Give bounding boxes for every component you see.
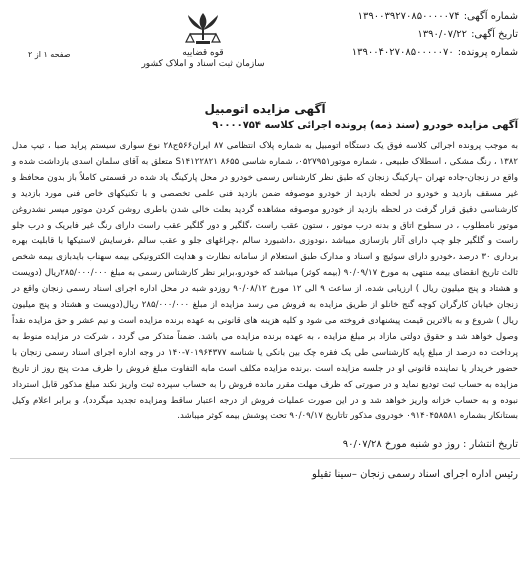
logo-top-text: قوه قضاییه <box>182 48 224 58</box>
logo-organization-text: سازمان ثبت اسناد و املاک کشور <box>141 59 265 69</box>
ad-date-label: تاریخ آگهی: <box>471 29 518 40</box>
notice-metadata <box>352 8 518 62</box>
organization-logo <box>128 10 278 69</box>
notice-title: آگهی مزایده اتومبیل <box>204 102 326 116</box>
ad-date-row <box>352 26 518 44</box>
notice-subtitle: آگهی مزایده خودرو (سند ذمه) پرونده اجرائی کلاسه ۹۰۰۰۰۷۵۴ <box>212 120 518 131</box>
emblem-icon <box>181 10 225 50</box>
ad-number-row <box>352 8 518 26</box>
publication-date-value: ۹۰/۰۷/۲۸ <box>342 439 382 451</box>
publication-date-label: تاریخ انتشار : روز دو شنبه مورخ <box>384 439 518 451</box>
divider <box>10 458 520 459</box>
file-number-label: شماره پرونده: <box>457 47 518 58</box>
ad-date-value: ۱۳۹۰/۰۷/۲۲ <box>417 29 468 40</box>
signature: رئیس اداره اجرای اسناد رسمی زنجان –سینا تقیلو <box>311 469 518 481</box>
ad-number-label: شماره آگهی: <box>463 11 518 22</box>
notice-header <box>10 6 520 98</box>
page-number: صفحه ۱ از ۲ <box>28 50 71 59</box>
file-number-value: ۱۳۹۰۰۴۰۲۷۰۸۵۰۰۰۰۰۷۰ <box>351 47 454 58</box>
ad-number-value: ۱۳۹۰۰۳۹۲۷۰۸۵۰۰۰۰۰۷۴ <box>357 11 460 22</box>
notice-body: به موجب پرونده اجرائی کلاسه فوق یک دستگاه اتومبیل به شماره پلاک انتظامی ۸۷ ایران۵۶۶ج۲۸ نوع سواری سیستم پراید صبا ، تیپ مدل ۱۳۸۲ ، رنگ مشکی ، اسطلاک طبیعی ، شماره موتور۰۵۲۷۹۵۱، شماره شاسی ۸۶۵۵ S۱۴۱۲۲۸۲۱ متعلق به آقای سلمان اسدی بازداشت شده و واقع در زنجان-جاده تهران –پارکینگ زنجان که طبق نظر کارشناس رسمی خودرو در محل پارکینگ یاد شده در قسمتی کاملاً باز بدون محافظ و غیر مسقف بازدید و خودرو در لحظه بازدید از خودرو موصوفه ضمن بازدید فنی علمی تخصصی و با تکنیکهای خاص فنی مورد بازدید و کارشناسی دقیق قرار گرفت در لحظه بازدید از خودرو موصوفه مشاهده گردید بعلت خالی شدن باطری روشن کردن موتور میسر نشدروغن موتور نامطلوب ، در سطوح اتاق و بدنه درب موتور ، ستون عقب راست ،گلگیر و دور گلگیر عقب راست دارای رنگ غیر فابریک و درب جلو راست و گلگیر جلو چپ دارای آثار بازسازی میباشد ،نودوزی ،داشبورد سالم ،چراغهای جلو و عقب سالم ،فرسایش لاستیکها با قابلیت بهره برداری ۳۰ درصد ،خودرو دارای سوئیچ و اسناد و مدارک طبق استعلام از سامانه نظارت و هدایت الکترونیکی بیمه سهناب بایدبازی بیمه شخص ثالث تاریخ انقضای بیمه منتهی به مورخ ۹۰/۰۹/۱۷ (بیمه کوثر) میباشد که خودرو،برابر نظر کارشناس رسمی به مبلغ ۲۸۵/۰۰۰/۰۰۰ریال (دویست و هشتاد و پنج میلیون ریال ) ارزیابی شده، از ساعت ۹ الی ۱۲ مورخ ۹۰/۰۸/۱۲ روزدو شبه در محل اداره اجرای اسناد رسمی زنجان واقع در زنجان خیابان کارگران کوچه گنج خانلو از طریق مزایده به فروش می رسد مزایده از مبلغ ۲۸۵/۰۰۰/۰۰۰ ریال(دویست و هشتاد و پنج میلیون ریال ) شروع و به بالاترین قیمت پیشنهادی فروخته می شود و کلیه هزینه های قانونی به عهده برنده مزایده است و نیم عشر و حق مزایده نقداً وصول خواهد شد و حقوق دولتی مازاد بر مبلغ مزایده ، به عهده برنده مزایده می باشد. ضمناً متذکر می گردد ، شرکت در مزایده منوط به پرداخت ده درصد از مبلغ پایه کارشناسی طی یک فقره چک بین بانکی یا شناسه ۷۰۱۹۶۴۳۷۷-۱۴۰ در وجه اداره اجرای اسناد رسمی زنجان با حضور خریدار یا نماینده قانونی او در جلسه مزایده است .برنده مزایده مکلف است مابه التفاوت مبلغ فروش را ظرف مدت پنج روز از تاریخ مزایده به حساب ثبت تودیع نماید و در صورتی که ظرف مهلت مقرر مانده فروش را به حساب سپرده ثبت واریز نکند مبلغ مذکور قابل استرداد نبوده و به حساب خزانه واریز خواهد شد و در این صورت عملیات فروش از درجه اعتبار ساقط ومزایده تجدید میگردد)، و برابر اعلام وکیل بستانکار بشماره ۰۹۱۴۰۴۵۸۵۸۱ خودروی مذکور تاتاریخ ۹۰/۰۹/۱۷ تحت پوشش بیمه کوثر میباشد. <box>12 141 519 422</box>
file-number-row <box>352 44 518 62</box>
publication-date <box>10 439 520 450</box>
